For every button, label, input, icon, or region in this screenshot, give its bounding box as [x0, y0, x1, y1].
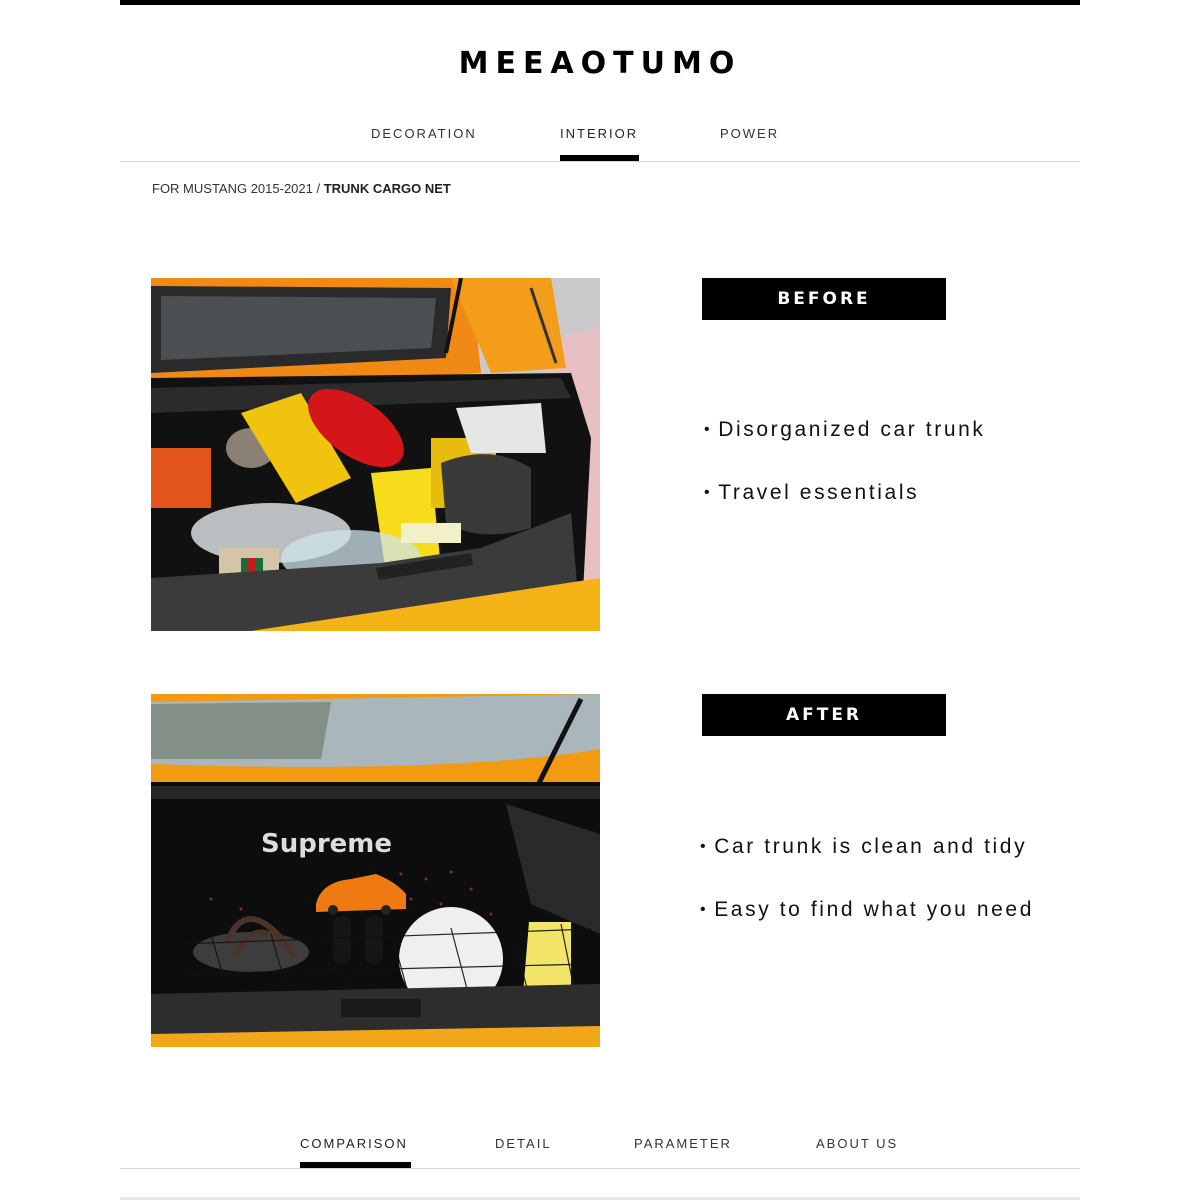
tab-comparison[interactable]: COMPARISON — [300, 1136, 408, 1151]
tab-parameter[interactable]: PARAMETER — [634, 1136, 732, 1151]
trunk-after-image — [151, 694, 600, 1047]
tab-about-us[interactable]: ABOUT US — [816, 1136, 899, 1151]
tab-power[interactable]: POWER — [720, 126, 780, 141]
nav-divider — [120, 1168, 1080, 1169]
nav-divider — [120, 161, 1080, 162]
after-photo — [151, 694, 600, 1047]
tab-decoration[interactable]: DECORATION — [371, 126, 477, 141]
breadcrumb-current: TRUNK CARGO NET — [323, 181, 451, 196]
after-bullet-2: • Easy to find what you need — [700, 898, 1034, 922]
supreme-logo-text: Supreme — [261, 829, 393, 859]
breadcrumb-separator: / — [312, 181, 324, 196]
breadcrumb-parent[interactable]: FOR MUSTANG 2015-2021 — [152, 181, 313, 196]
after-label: AFTER — [702, 694, 946, 736]
breadcrumb — [152, 181, 451, 196]
before-label: BEFORE — [702, 278, 946, 320]
after-bullet-1: • Car trunk is clean and tidy — [700, 835, 1027, 859]
trunk-before-image — [151, 278, 600, 631]
brand-logo[interactable]: MEEAOTUMO — [458, 46, 742, 81]
before-photo — [151, 278, 600, 631]
tab-interior[interactable]: INTERIOR — [560, 126, 639, 141]
before-bullet-2: • Travel essentials — [704, 481, 919, 505]
tab-detail[interactable]: DETAIL — [495, 1136, 552, 1151]
top-bar — [120, 0, 1080, 5]
before-bullet-1: • Disorganized car trunk — [704, 418, 986, 442]
